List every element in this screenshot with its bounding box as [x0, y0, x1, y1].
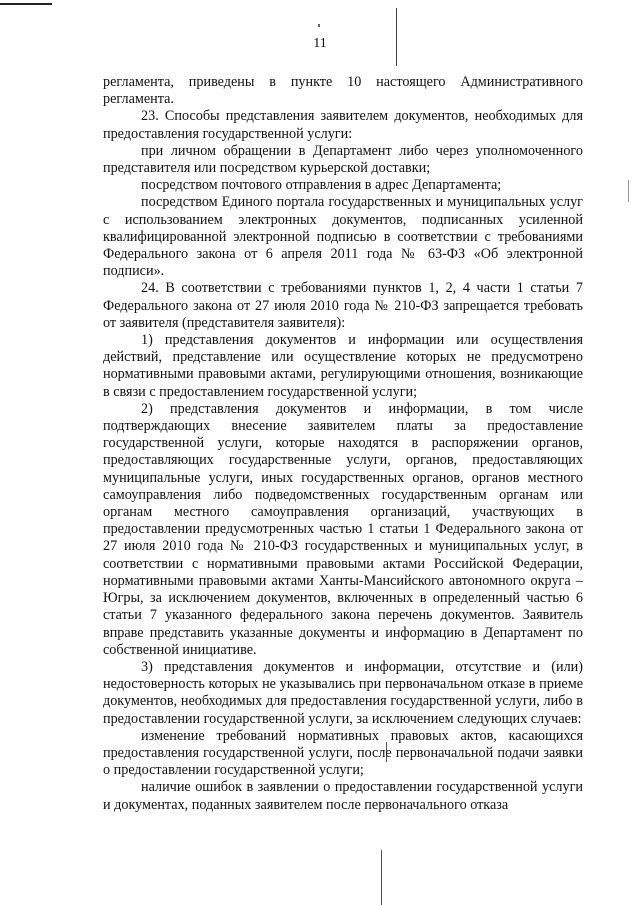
- paragraph: 3) представления документов и информации, отсутствие и (или) недостоверность которых не указывались при первоначальном отказе в приеме документов, необходимых для предоставления государственной услуги, либо в предоставлении государственной услуги, за исключением следующих случаев:: [103, 658, 583, 727]
- paragraph: 1) представления документов и информации или осуществления действий, представление или осуществление которых не предусмотрено нормативными правовыми актами, регулирующими отношения, возникающие в связи с предоставлением государственной услуги;: [103, 332, 583, 400]
- scan-speck: [318, 24, 320, 27]
- scan-top-rule: [0, 3, 52, 5]
- scan-edge-mark: [628, 180, 629, 202]
- paragraph: посредством Единого портала государственных и муниципальных услуг с использованием электронных документов, подписанных усиленной квалифицированной электронной подписью в соответствии с требованиями Федерального закона от 6 апреля 2011 года № 63-ФЗ «Об электронной подписи».: [103, 194, 583, 280]
- paragraph: регламента, приведены в пункте 10 настоящего Административного регламента.: [103, 74, 583, 108]
- page-number: 11: [313, 36, 327, 51]
- scan-vertical-mark: [381, 850, 382, 905]
- paragraph: 23. Способы представления заявителем документов, необходимых для предоставления государственной услуги:: [103, 108, 583, 142]
- document-body: [103, 74, 583, 814]
- paragraph: при личном обращении в Департамент либо через уполномоченного представителя или посредством курьерской доставки;: [103, 142, 583, 177]
- paragraph: 24. В соответствии с требованиями пунктов 1, 2, 4 части 1 статьи 7 Федерального закона от 27 июля 2010 года № 210-ФЗ запрещается требовать от заявителя (представителя заявителя):: [103, 280, 583, 331]
- paragraph: посредством почтового отправления в адрес Департамента;: [141, 177, 502, 194]
- paragraph: наличие ошибок в заявлении о предоставлении государственной услуги и документах, поданных заявителем после первоначального отказа: [103, 779, 583, 813]
- paragraph: 2) представления документов и информации, в том числе подтверждающих внесение заявителем платы за предоставление государственной услуги, которые находятся в распоряжении органов, предоставляющих государственные услуги, органов, предоставляющих муниципальные услуги, иных государственных органов, органов местного самоуправления либо подведомственных государственным органам или органам местного самоуправления организаций, участвующих в предоставлении предусмотренных частью 1 статьи 1 Федерального закона от 27 июля 2010 года № 210-ФЗ государственных и муниципальных услуг, в соответствии с нормативными правовыми актами Российской Федерации, нормативными правовыми актами Ханты-Мансийского автономного округа – Югры, за исключением документов, включенных в определенный частью 6 статьи 7 указанного федерального закона перечень документов. Заявитель вправе представить указанные документы и информацию в Департамент по собственной инициативе.: [103, 400, 583, 658]
- paragraph: изменение требований нормативных правовых актов, касающихся предоставления государственной услуги, после первоначальной подачи заявки о предоставлении государственной услуги;: [103, 727, 583, 779]
